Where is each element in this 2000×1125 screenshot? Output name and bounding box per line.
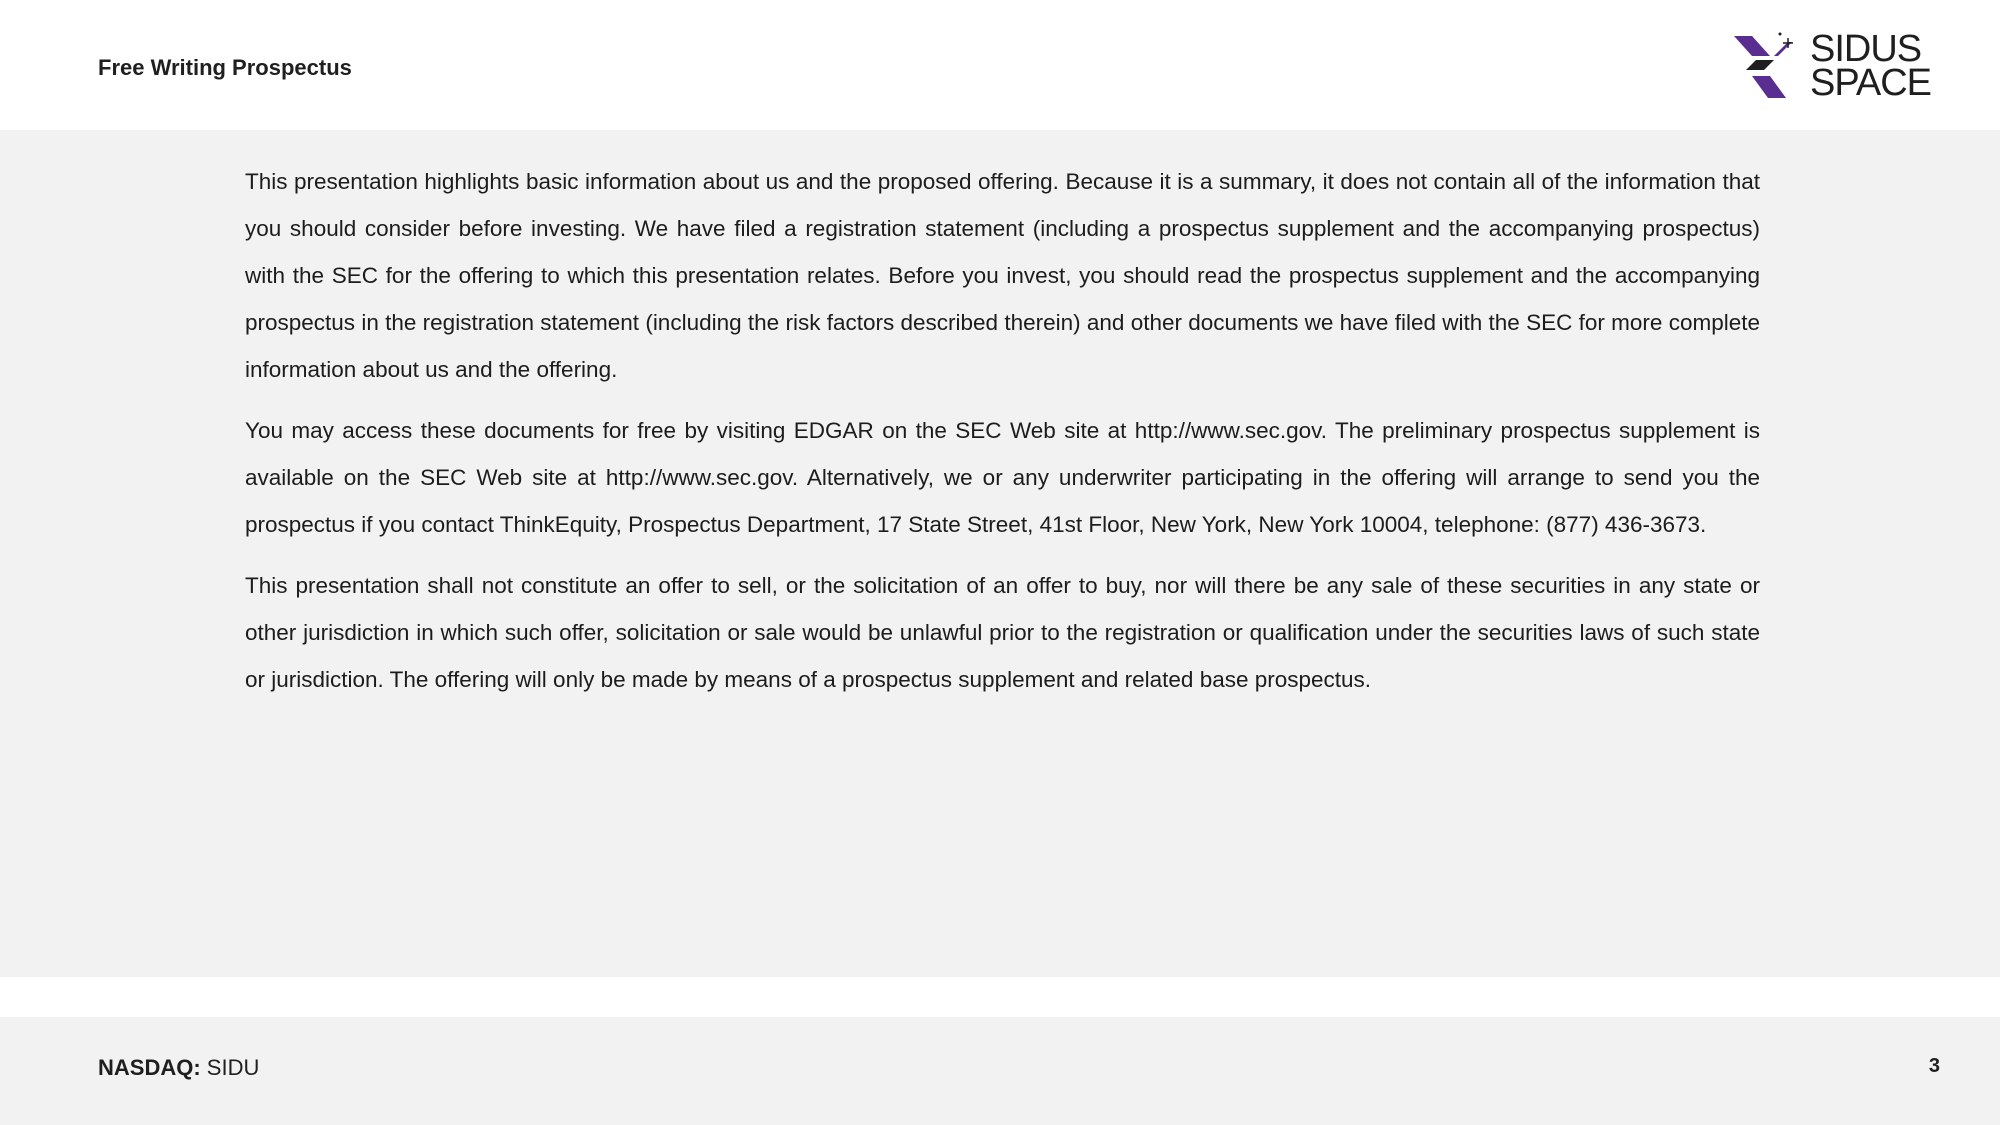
exchange-ticker: [98, 1055, 259, 1081]
header: [0, 0, 2000, 130]
page-title: Free Writing Prospectus: [98, 55, 352, 80]
logo-line-2: SPACE: [1810, 62, 1932, 104]
paragraph-offer: This presentation shall not constitute an offer to sell, or the solicitation of an offer to buy, nor will there be any sale of these securities in any state or other jurisdiction in which such offer, solicitation or sale would be unlawful prior to the registration or qualification under the securities laws of such state or jurisdiction. The offering will only be made by means of a prospectus supplement and related base prospectus.: [245, 573, 1760, 692]
logo-mark-icon: [1730, 30, 1810, 100]
footer: [0, 1017, 2000, 1125]
disclaimer-text: [245, 158, 1760, 717]
page-number: 3: [1928, 1055, 1940, 1077]
logo-wordmark: [1810, 28, 1932, 104]
paragraph-access: You may access these documents for free by visiting EDGAR on the SEC Web site at http://www.sec.gov. The preliminary prospectus supplement is available on the SEC Web site at http://www.sec.gov. Alternatively, we or any underwriter participating in the offering will arrange to send you the prospectus if you contact ThinkEquity, Prospectus Department, 17 State Street, 41st Floor, New York, New York 10004, telephone: (877) 436-3673.: [245, 418, 1760, 537]
logo-line-1: SIDUS: [1810, 28, 1922, 70]
exchange-label: NASDAQ:: [98, 1055, 201, 1080]
paragraph-summary: This presentation highlights basic information about us and the proposed offering. Because it is a summary, it does not contain all of the information that you should consider before investing. We have filed a registration statement (including a prospectus supplement and the accompanying prospectus) with the SEC for the offering to which this presentation relates. Before you invest, you should read the prospectus supplement and the accompanying prospectus in the registration statement (including the risk factors described therein) and other documents we have filed with the SEC for more complete information about us and the offering.: [245, 169, 1760, 382]
ticker-symbol: SIDU: [206, 1055, 260, 1080]
main-content: [0, 130, 2000, 977]
sidus-space-logo: [1730, 30, 1930, 110]
